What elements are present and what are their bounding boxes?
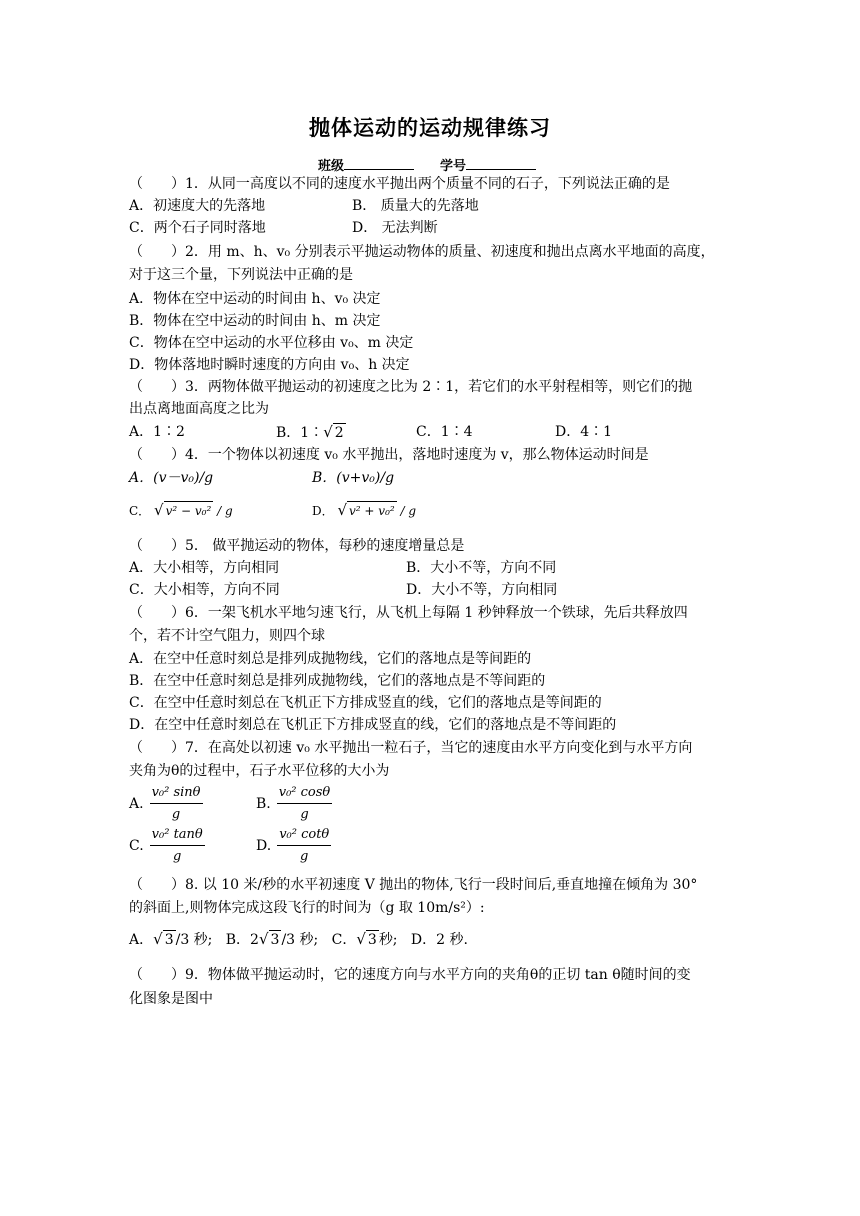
q2-option-c: C．物体在空中运动的水平位移由 v₀、m 决定 [129,335,414,351]
q2-option-b: B．物体在空中运动的时间由 h、m 决定 [129,313,381,329]
q4-option-d: D． √ v² + v₀² / g [312,501,417,519]
q8-option-b: B．2√ 3 /3 秒; [225,930,319,948]
q7-stem-line1: （ ）7．在高处以初速 v₀ 水平抛出一粒石子，当它的速度由水平方向变化到与水平方向 [129,740,693,756]
q2-stem-line2: 对于这三个量，下列说法中正确的是 [129,267,353,283]
page-title: 抛体运动的运动规律练习 [309,116,551,140]
q8-stem-line1: （ ）8. 以 10 米/秒的水平初速度 V 抛出的物体,飞行一段时间后,垂直地撞在倾角为 30° [129,877,698,893]
q8-options [129,930,468,949]
q5-option-b: B．大小不等，方向不同 [406,560,557,576]
q4-option-d-radicand: v² + v₀² [347,501,397,520]
q5-stem: （ ）5． 做平抛运动的物体，每秒的速度增量总是 [129,538,465,554]
q7-option-c-fraction: $\frac{\text{v₀² tanθ}}{g}$ [151,827,203,864]
q6-option-d: D．在空中任意时刻总在飞机正下方排成竖直的线，它们的落地点是不等间距的 [129,717,617,733]
q4-option-a: A．(v－v₀)/g [129,470,214,486]
q2-option-a: A．物体在空中运动的时间由 h、v₀ 决定 [129,291,381,307]
class-blank[interactable] [344,157,414,170]
q9-stem-line2: 化图象是图中 [129,991,213,1007]
class-id-line [318,155,536,174]
q7-option-a: A. $\frac{\text{v₀² sinθ}}{g}$ [129,785,201,822]
q6-option-c: C．在空中任意时刻总在飞机正下方排成竖直的线，它们的落地点是等间距的 [129,695,602,711]
q5-option-d: D．大小不等，方向相同 [406,582,558,598]
q3-stem-line1: （ ）3．两物体做平抛运动的初速度之比为 2∶1，若它们的水平射程相等，则它们的抛 [129,379,693,395]
q6-stem-line2: 个，若不计空气阻力，则四个球 [129,628,325,644]
q8-option-a: A．√ 3 /3 秒; [129,930,213,948]
q9-stem-line1: （ ）9．物体做平抛运动时，它的速度方向与水平方向的夹角θ的正切 tan θ随时间的变 [129,967,691,983]
q2-stem-line1: （ ）2．用 m、h、v₀ 分别表示平抛运动物体的质量、初速度和抛出点离水平地面的高度， [129,244,715,260]
q8-option-d: D．2 秒. [410,932,468,948]
q7-option-d: D. $\frac{\text{v₀² cotθ}}{g}$ [256,827,330,864]
q1-option-b: B． 质量大的先落地 [352,198,479,214]
q3-option-d: D．4∶1 [555,424,613,440]
q2-option-d: D．物体落地时瞬时速度的方向由 v₀、h 决定 [129,357,410,373]
q3-option-b: B．1∶√ 2 [276,423,344,441]
q7-option-d-fraction: $\frac{\text{v₀² cotθ}}{g}$ [279,827,330,864]
q1-stem: （ ）1．从同一高度以不同的速度水平抛出两个质量不同的石子，下列说法正确的是 [129,176,670,192]
q8-stem-line2: 的斜面上,则物体完成这段飞行的时间为（g 取 10m/s²）: [129,900,485,916]
q3-option-b-radicand: 2 [334,425,344,441]
q3-stem-line2: 出点离地面高度之比为 [129,401,269,417]
q7-option-b: B. $\frac{\text{v₀² cosθ}}{g}$ [256,785,331,822]
id-label: 学号 [440,159,467,174]
q4-option-c-radicand: v² − v₀² [164,501,214,520]
q5-option-c: C．大小相等，方向不同 [129,582,280,598]
q1-option-c: C．两个石子同时落地 [129,220,266,236]
q7-option-b-fraction: $\frac{\text{v₀² cosθ}}{g}$ [278,785,331,822]
q4-option-b: B．(v+v₀)/g [312,470,395,486]
q4-stem: （ ）4．一个物体以初速度 v₀ 水平抛出，落地时速度为 v，那么物体运动时间是 [129,447,649,463]
q6-stem-line1: （ ）6．一架飞机水平地匀速飞行，从飞机上每隔 1 秒钟释放一个铁球，先后共释放四 [129,605,688,621]
id-blank[interactable] [466,157,536,170]
q6-option-a: A．在空中任意时刻总是排列成抛物线，它们的落地点是等间距的 [129,651,532,667]
q7-option-c: C. $\frac{\text{v₀² tanθ}}{g}$ [129,827,203,864]
q6-option-b: B．在空中任意时刻总是排列成抛物线，它们的落地点是不等间距的 [129,673,546,689]
q3-option-c: C．1∶4 [416,424,473,440]
q1-option-d: D． 无法判断 [352,220,438,236]
q1-option-a: A．初速度大的先落地 [129,198,266,214]
q8-option-c: C．√ 3 秒; [331,930,398,948]
q5-option-a: A．大小相等，方向相同 [129,560,280,576]
q7-stem-line2: 夹角为θ的过程中，石子水平位移的大小为 [129,763,390,779]
q7-option-a-fraction: $\frac{\text{v₀² sinθ}}{g}$ [151,785,201,822]
q4-option-c: C． √ v² − v₀² / g [129,501,233,519]
q3-option-a: A．1∶2 [129,424,185,440]
class-label: 班级 [318,159,345,174]
